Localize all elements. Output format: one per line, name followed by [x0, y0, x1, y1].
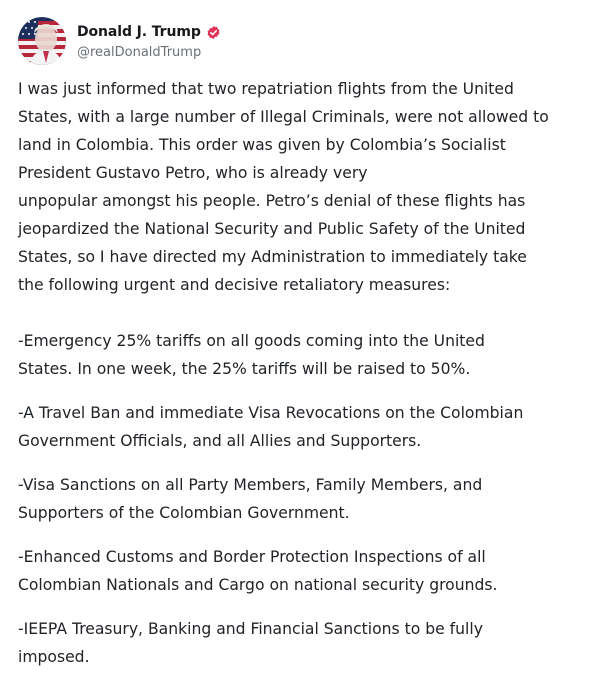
- text-line: -IEEPA Treasury, Banking and Financial Sanctions to be fully: [18, 620, 483, 638]
- measure-customs-inspections: [18, 543, 606, 599]
- measure-tariffs: [18, 327, 606, 383]
- intro-paragraph: [18, 75, 606, 299]
- text-line: jeopardized the National Security and Public Safety of the United: [18, 220, 526, 238]
- text-line: -Enhanced Customs and Border Protection Inspections of all: [18, 548, 486, 566]
- verified-badge-icon: [206, 25, 221, 40]
- text-line: unpopular amongst his people. Petro’s denial of these flights has: [18, 192, 526, 210]
- paragraph-spacer: [18, 299, 606, 327]
- paragraph-spacer: [18, 455, 606, 471]
- text-line: -A Travel Ban and immediate Visa Revocations on the Colombian: [18, 404, 524, 422]
- measure-travel-ban: [18, 399, 606, 455]
- measure-ieepa-sanctions: [18, 615, 606, 671]
- paragraph-spacer: [18, 599, 606, 615]
- text-line: Government Officials, and all Allies and Supporters.: [18, 432, 422, 450]
- post-header: [18, 16, 221, 66]
- text-line: States, so I have directed my Administration to immediately take: [18, 248, 527, 266]
- text-line: -Visa Sanctions on all Party Members, Family Members, and: [18, 476, 483, 494]
- author-handle[interactable]: @realDonaldTrump: [77, 45, 202, 60]
- text-line: Supporters of the Colombian Government.: [18, 504, 350, 522]
- author-display-name[interactable]: Donald J. Trump: [77, 24, 201, 40]
- text-line: President Gustavo Petro, who is already very: [18, 164, 368, 182]
- paragraph-spacer: [18, 383, 606, 399]
- paragraph-spacer: [18, 527, 606, 543]
- text-line: I was just informed that two repatriation flights from the United: [18, 80, 514, 98]
- post-body: [18, 75, 606, 671]
- name-row: [77, 22, 221, 42]
- text-line: the following urgent and decisive retaliatory measures:: [18, 276, 451, 294]
- avatar-portrait-icon: [18, 17, 66, 65]
- text-line: -Emergency 25% tariffs on all goods coming into the United: [18, 332, 485, 350]
- text-line: land in Colombia. This order was given by Colombia’s Socialist: [18, 136, 506, 154]
- text-line: imposed.: [18, 648, 90, 666]
- text-line: States. In one week, the 25% tariffs will be raised to 50%.: [18, 360, 471, 378]
- text-line: States, with a large number of Illegal Criminals, were not allowed to: [18, 108, 549, 126]
- measure-visa-sanctions: [18, 471, 606, 527]
- text-line: Colombian Nationals and Cargo on national security grounds.: [18, 576, 498, 594]
- avatar[interactable]: [18, 17, 66, 65]
- author-names: [77, 22, 221, 60]
